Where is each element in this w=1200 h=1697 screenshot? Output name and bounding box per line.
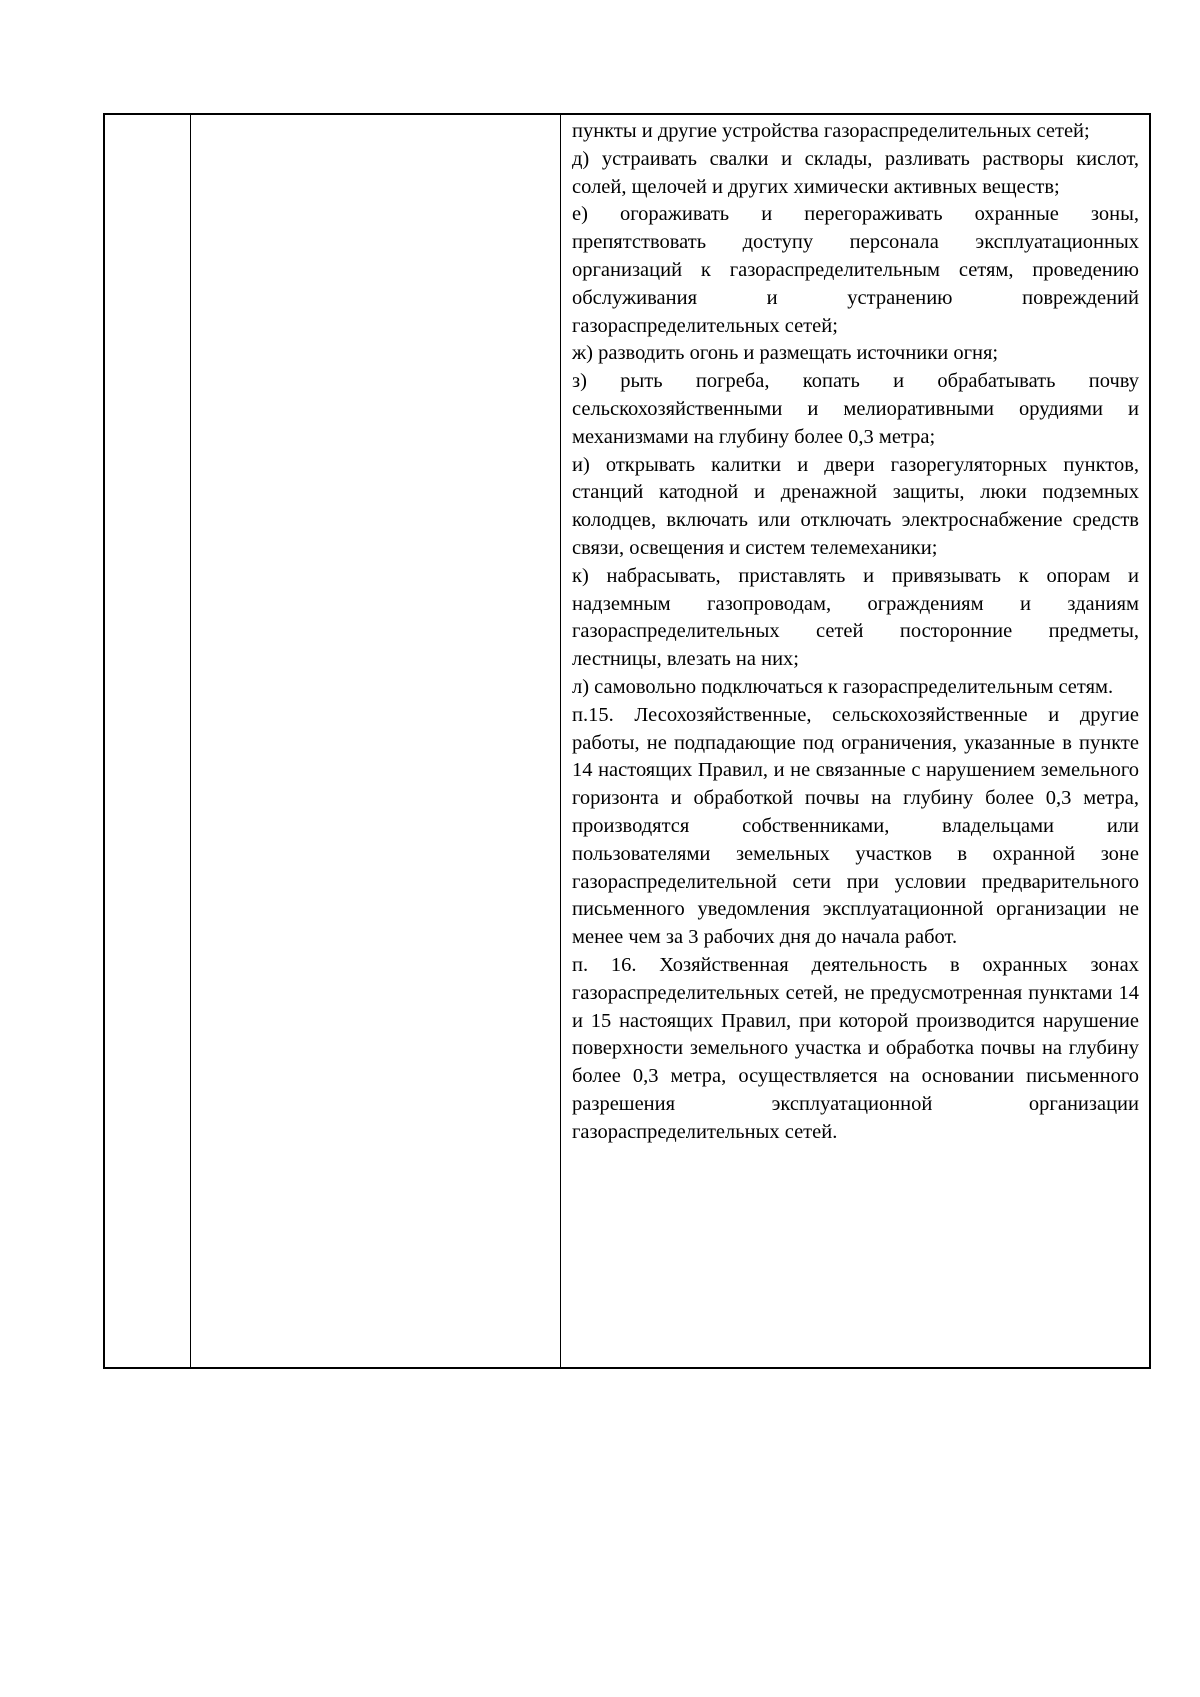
document-table — [103, 113, 1151, 1369]
table-column-name — [191, 115, 561, 1367]
paragraph-clause-16: п. 16. Хозяйственная деятельность в охранных зонах газораспределительных сетей, не предусмотренная пунктами 14 и 15 настоящих Правил, при которой производится нарушение поверхности земельного участка и обработка почвы на глубину более 0,3 метра, осуществляется на основании письменного разрешения эксплуатационной организации газораспределительных сетей. — [572, 953, 1139, 1143]
paragraph-item-d: д) устраивать свалки и склады, разливать растворы кислот, солей, щелочей и других химически активных веществ; — [572, 147, 1139, 198]
paragraph-item-e: е) огораживать и перегораживать охранные зоны, препятствовать доступу персонала эксплуатационных организаций к газораспределительным сетям, проведению обслуживания и устранению повреждений газораспределительных сетей; — [572, 203, 1139, 337]
paragraph-item-1: пункты и другие устройства газораспределительных сетей; — [572, 120, 1090, 142]
paragraph-item-zh: ж) разводить огонь и размещать источники огня; — [572, 342, 999, 365]
table-column-number — [105, 115, 191, 1367]
paragraph-item-k: к) набрасывать, приставлять и привязывать к опорам и надземным газопроводам, ограждениям и зданиям газораспределительных сетей посторонние предметы, лестницы, влезать на них; — [572, 564, 1139, 671]
paragraph-item-l: л) самовольно подключаться к газораспределительным сетям. — [572, 675, 1114, 698]
paragraph-clause-15: п.15. Лесохозяйственные, сельскохозяйственные и другие работы, не подпадающие под ограничения, указанные в пункте 14 настоящих Правил, и не связанные с нарушением земельного горизонта и обработкой почвы на глубину более 0,3 метра, производятся собственниками, владельцами или пользователями земельных участков в охранной зоне газораспределительной сети при условии предварительного письменного уведомления эксплуатационной организации не менее чем за 3 рабочих дня до начала работ. — [572, 703, 1139, 949]
table-column-content — [561, 115, 1149, 1367]
paragraph-item-i: и) открывать калитки и двери газорегуляторных пунктов, станций катодной и дренажной защиты, люки подземных колодцев, включать или отключать электроснабжение средств связи, освещения и систем телемеханики; — [572, 453, 1139, 559]
paragraph-item-z: з) рыть погреба, копать и обрабатывать почву сельскохозяйственными и мелиоративными орудиями и механизмами на глубину более 0,3 метра; — [572, 370, 1139, 448]
